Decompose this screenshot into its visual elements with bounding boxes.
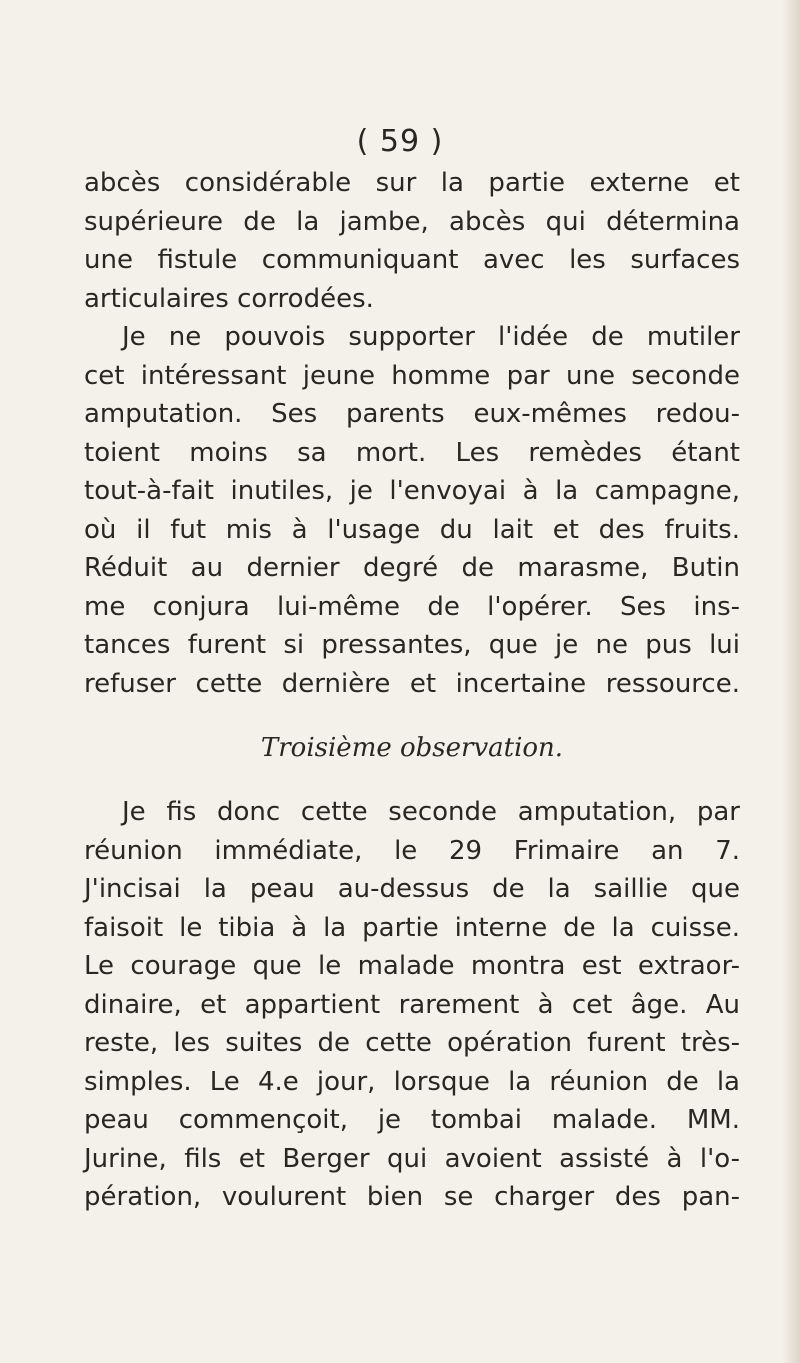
text-line: pération, voulurent bien se charger des pan- bbox=[84, 1182, 740, 1212]
text-line: simples. Le 4.e jour, lorsque la réunion de la bbox=[84, 1066, 740, 1097]
text-line: articulaires corrodées. bbox=[84, 283, 374, 314]
text-line: une fistule communiquant avec les surfaces bbox=[84, 245, 740, 275]
text-line: faisoit le tibia à la partie interne de la cuisse. bbox=[84, 912, 740, 943]
text-line: refuser cette dernière et incertaine ressource. bbox=[84, 668, 740, 699]
page-edge-shadow bbox=[782, 0, 800, 1363]
paragraph-2 bbox=[84, 318, 784, 703]
text-line: Jurine, fils et Berger qui avoient assisté à l'o- bbox=[84, 1143, 740, 1174]
text-line: abcès considérable sur la partie externe et bbox=[84, 168, 740, 198]
text-line: réunion immédiate, le 29 Frimaire an 7. bbox=[84, 835, 740, 866]
paragraph-3 bbox=[84, 793, 784, 1217]
text-line: J'incisai la peau au-dessus de la saillie que bbox=[84, 874, 740, 904]
text-line: Le courage que le malade montra est extraor- bbox=[84, 951, 740, 981]
text-line: tout-à-fait inutiles, je l'envoyai à la campagne, bbox=[84, 476, 740, 506]
text-line: supérieure de la jambe, abcès qui détermina bbox=[84, 206, 740, 237]
text-line: Je fis donc cette seconde amputation, par bbox=[122, 797, 740, 827]
text-block bbox=[84, 164, 784, 1217]
text-line: cet intéressant jeune homme par une seconde bbox=[84, 360, 740, 391]
text-line: dinaire, et appartient rarement à cet âge. Au bbox=[84, 989, 740, 1020]
text-line: me conjura lui-même de l'opérer. Ses ins- bbox=[84, 591, 740, 622]
text-line: reste, les suites de cette opération furent très- bbox=[84, 1028, 740, 1058]
section-heading: Troisième observation. bbox=[260, 733, 564, 763]
text-line: Réduit au dernier degré de marasme, Butin bbox=[84, 553, 740, 583]
text-line: toient moins sa mort. Les remèdes étant bbox=[84, 437, 740, 468]
text-line: peau commençoit, je tombai malade. MM. bbox=[84, 1105, 740, 1135]
text-line: tances furent si pressantes, que je ne pus lui bbox=[84, 630, 740, 660]
text-line: où il fut mis à l'usage du lait et des fruits. bbox=[84, 514, 740, 545]
page-number: ( 59 ) bbox=[356, 124, 444, 159]
text-line: amputation. Ses parents eux-mêmes redou- bbox=[84, 399, 740, 429]
paragraph-1 bbox=[84, 164, 784, 318]
text-line: Je ne pouvois supporter l'idée de mutiler bbox=[122, 322, 740, 352]
